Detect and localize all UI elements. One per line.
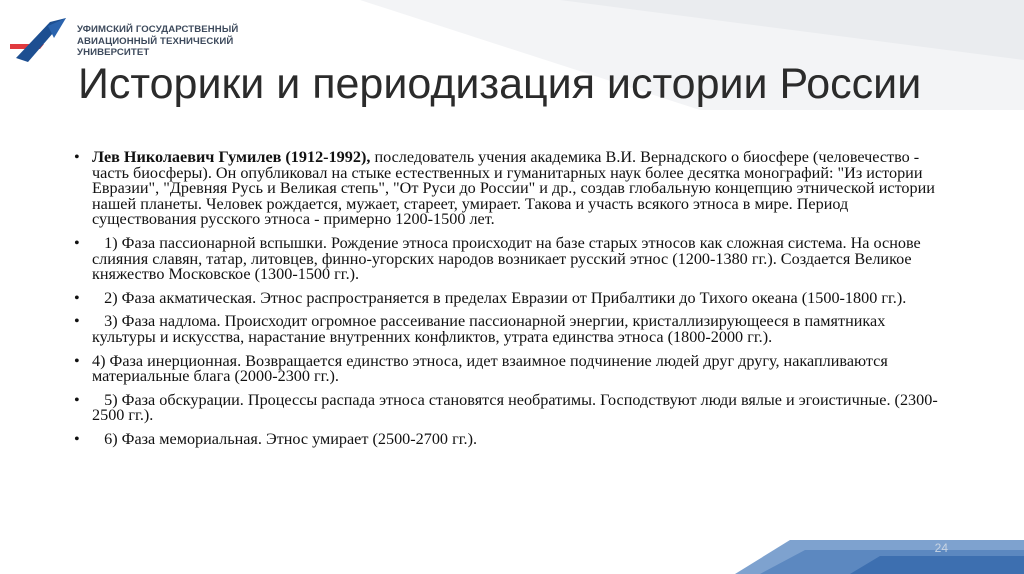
ugatu-logo-icon	[10, 18, 70, 68]
bullet-list	[72, 150, 952, 448]
item-text: 4) Фаза инерционная. Возвращается единство этноса, идет взаимное подчинение людей друг другу, накапливаются материальные блага (2000-2300 гг.).	[92, 351, 892, 386]
bullet-icon: •	[74, 390, 80, 409]
page-number: 24	[934, 541, 948, 555]
list-item	[72, 429, 952, 448]
item-text: 6) Фаза мемориальная. Этнос умирает (2500-2700 гг.).	[92, 429, 478, 448]
university-name-line-2: АВИАЦИОННЫЙ ТЕХНИЧЕСКИЙ	[77, 35, 234, 47]
list-item	[72, 233, 952, 284]
bullet-icon: •	[74, 288, 80, 307]
slide-content	[72, 150, 952, 456]
bullet-icon: •	[74, 351, 80, 370]
item-text: 3) Фаза надлома. Происходит огромное рассеивание пассионарной энергии, кристаллизирующееся в памятниках культуры и искусства, нарастание внутренних конфликтов, утрата единства этноса (1800-2000 гг.).	[92, 312, 890, 346]
list-item	[72, 288, 952, 307]
list-item	[72, 390, 952, 425]
item-text: 1) Фаза пассионарной вспышки. Рождение этноса происходит на базе старых этносов как сложная система. На основе слияния славян, татар, литовцев, финно-угорских народов возникает русский этнос (1200-1380 гг.). Создается Великое княжество Московское (1300-1500 гг.).	[92, 233, 925, 284]
university-name-line-1: УФИМСКИЙ ГОСУДАРСТВЕННЫЙ	[77, 24, 239, 35]
list-item	[72, 351, 952, 386]
item-bold-text: Лев Николаевич Гумилев (1912-1992),	[92, 148, 371, 166]
item-text: 5) Фаза обскурации. Процессы распада этноса становятся необратимы. Господствуют люди вялые и эгоистичные. (2300-2500 гг.).	[92, 390, 938, 425]
list-item	[72, 314, 952, 345]
item-text: 2) Фаза акматическая. Этнос распространяется в пределах Евразии от Прибалтики до Тихого океана (1500-1800 гг.).	[92, 288, 907, 307]
bullet-icon: •	[74, 312, 80, 331]
bullet-icon: •	[74, 429, 80, 448]
university-name-line-3: УНИВЕРСИТЕТ	[77, 47, 150, 58]
list-item	[72, 150, 952, 228]
bullet-icon: •	[74, 233, 80, 252]
university-name	[77, 24, 297, 59]
slide-title: Историки и периодизация истории России	[78, 60, 922, 108]
bullet-icon: •	[74, 148, 80, 166]
item-text: последователь учения академика В.И. Вернадского о биосфере (человечество - часть биосферы). Он опубликовал на стыке естественных и гуманитарных наук более десятка монографий: "Из истории Евразии", "Древняя Русь и Великая степь", "От Руси до России" и др., создав глобальную концепцию этнической истории нашей планеты. Человек рождается, мужает, стареет, умирает. Такова и участь всякого этноса в мире. Период существования русского этноса - примерно 1200-1500 лет.	[92, 148, 935, 229]
